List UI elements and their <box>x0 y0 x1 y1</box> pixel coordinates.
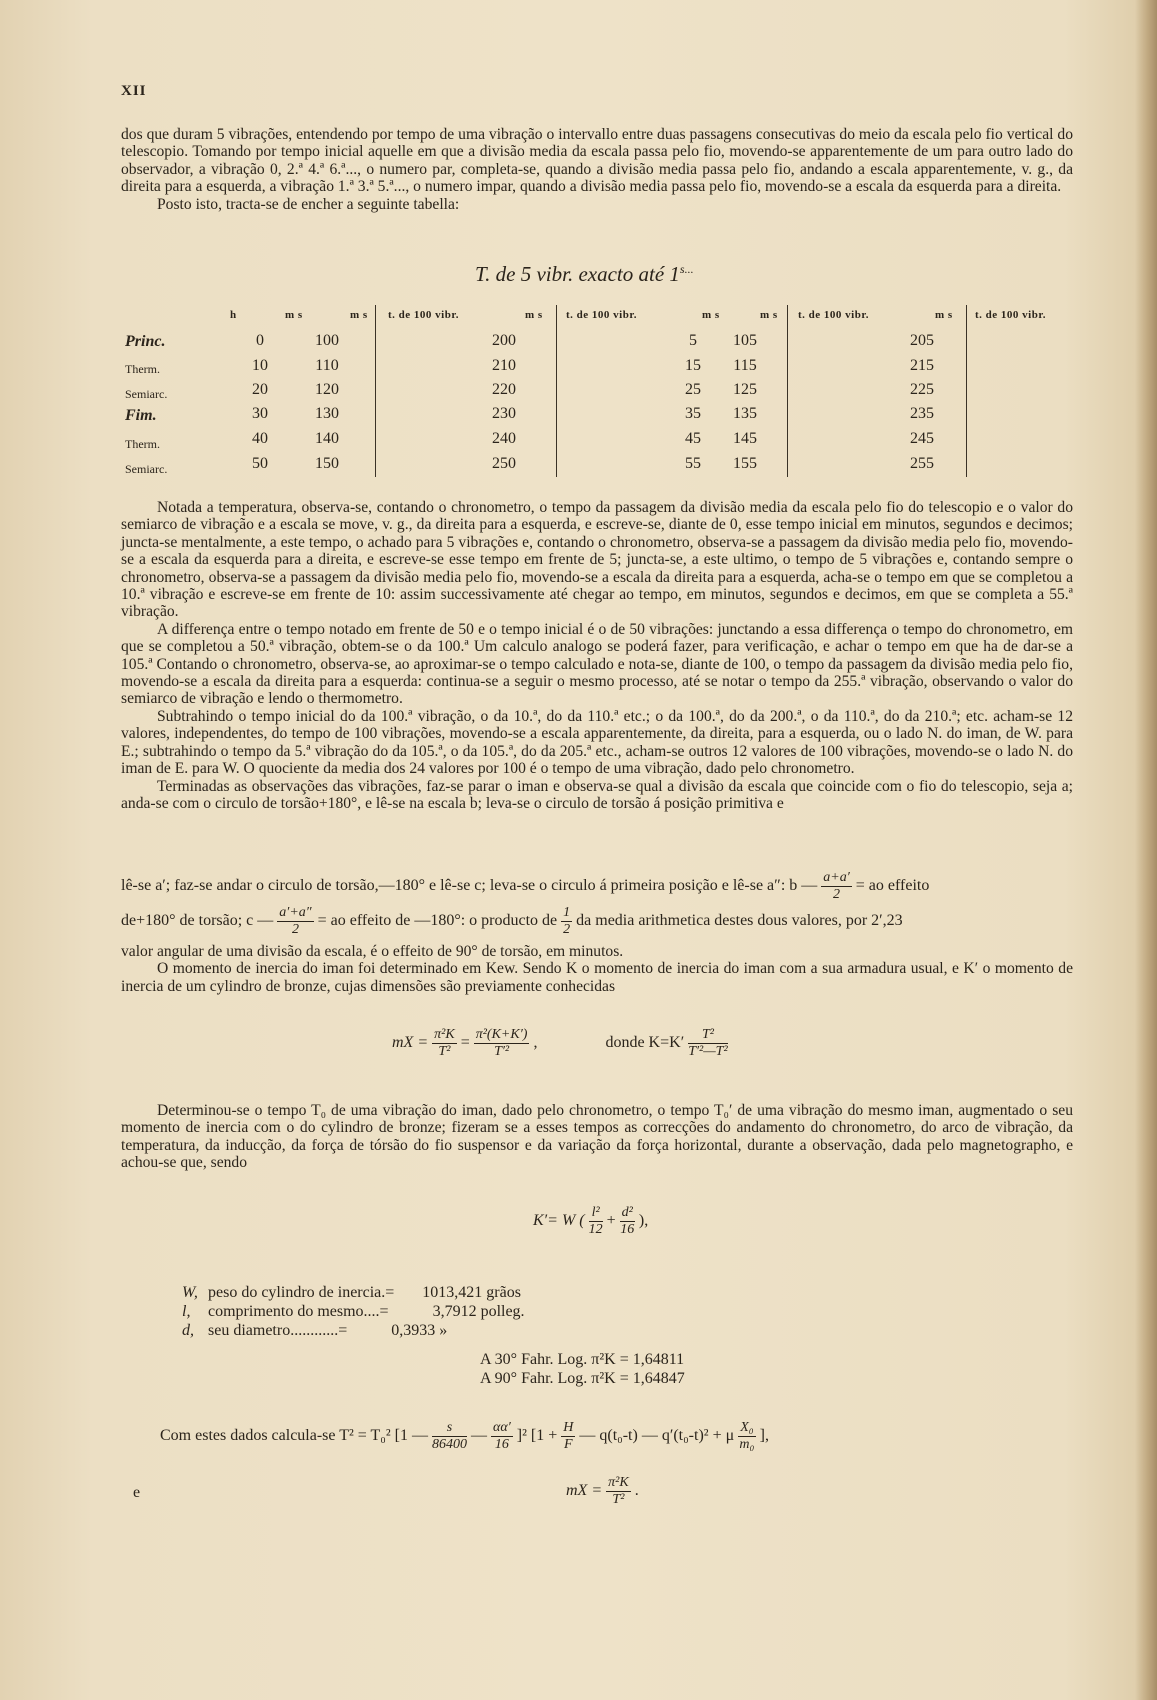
cell: 30 <box>252 405 268 422</box>
formula-text: K′= W ( <box>533 1212 585 1230</box>
fraction <box>688 1027 727 1060</box>
table-rule <box>375 305 376 477</box>
description: peso do cylindro de inercia.= <box>208 1284 395 1301</box>
cell: 240 <box>492 430 516 447</box>
equation-line-2 <box>121 905 1081 938</box>
row-label: Princ. <box>125 333 166 350</box>
denominator: 2 <box>833 887 841 902</box>
numerator: 1 <box>563 905 571 920</box>
table-rule <box>556 305 557 477</box>
numerator: l² <box>589 1205 603 1222</box>
cylinder-data <box>182 1283 525 1340</box>
cell: 140 <box>315 430 339 447</box>
paragraph: Subtrahindo o tempo inicial do da 100.ª vibração, o da 10.ª, do da 110.ª etc.; o da 100.ª, do da 200.ª, o da 110.ª, do da 210.ª; etc. acham-se 12 valores, independentes, do tempo de 100 vibrações, movendo-se a escala apparentemente, da direita, para a esquerda, ou o lado N. do iman, de W. para E.; subtrahindo o tempo da 5.ª vibração do da 105.ª, o da 105.ª, do da 205.ª etc., acham-se outros 12 valores de 100 vibrações, movendo-se o lado N. do iman de E. para W. O quociente da media dos 24 valores por 100 é o tempo de uma vibração, dado pelo chronometro. <box>121 707 1073 778</box>
numerator: T² <box>688 1027 727 1044</box>
row-label: Fim. <box>125 407 157 424</box>
equation-line-1 <box>121 870 1081 903</box>
cell: 225 <box>910 381 934 398</box>
paragraph: O momento de inercia do iman foi determinado em Kew. Sendo K o momento de inercia do iman com a sua armadura usual, e K′ o momento de inercia de um cylindro de bronze, cujas dimensões são previamente conhecidas <box>121 960 1073 995</box>
description: seu diametro............= <box>208 1322 348 1339</box>
log-values <box>480 1350 685 1388</box>
header-t100-4: t. de 100 vibr. <box>975 309 1046 321</box>
formula-text: ], <box>759 1427 769 1445</box>
cell: 245 <box>910 430 934 447</box>
cell: 200 <box>492 332 516 349</box>
variable: d, <box>182 1322 194 1339</box>
variable: l, <box>182 1303 191 1320</box>
fraction <box>738 1420 755 1453</box>
table-rule <box>787 305 788 477</box>
cell: 155 <box>733 455 757 472</box>
cell: 230 <box>492 405 516 422</box>
equation-text: de+180° de torsão; c — <box>121 912 274 930</box>
table-rule <box>966 305 967 477</box>
cell: 120 <box>315 381 339 398</box>
denominator: T′² <box>494 1044 510 1059</box>
body-text-3 <box>121 1102 1073 1172</box>
numerator: a′+a″ <box>279 905 312 920</box>
cell: 20 <box>252 381 268 398</box>
list-item <box>182 1321 525 1340</box>
fraction <box>561 905 572 938</box>
equation-text: = ao effeito <box>855 877 930 895</box>
value: 3,7912 <box>432 1303 477 1320</box>
cell: 0 <box>256 332 264 349</box>
fraction <box>620 1205 635 1238</box>
header-ms-6: m s <box>935 309 953 321</box>
description: comprimento do mesmo....= <box>208 1303 389 1320</box>
formula-text: + <box>606 1212 616 1230</box>
numerator: H <box>563 1420 574 1435</box>
formula-text: donde K=K′ <box>605 1034 685 1052</box>
intro-paragraph: dos que duram 5 vibrações, entendendo por tempo de uma vibração o intervallo entre duas passagens consecutivas do meio da escala pelo fio vertical do telescopio. Tomando por tempo inicial aquelle em que a divisão media da escala passa pelo fio, movendo-se apparentemente de um para outro lado do observador, a vibração 0, 2.ª 4.ª 6.ª..., o numero par, completa-se, quando a divisão media passa pelo fio, andando a escala apparentemente, v. g., da direita para a esquerda, a vibração 1.ª 3.ª 5.ª..., o numero impar, quando a divisão media passa pelo fio, movendo-se a escala da esquerda para a direita. <box>121 126 1073 196</box>
formula-text: mX = <box>392 1034 429 1052</box>
variable: W, <box>182 1284 198 1301</box>
page-number: XII <box>121 83 147 99</box>
row-label: Semiarc. <box>125 462 168 476</box>
log-line: A 90° Fahr. Log. π²K = 1,64847 <box>480 1370 685 1387</box>
header-h: h <box>230 309 237 321</box>
denominator: T′²—T² <box>688 1044 728 1059</box>
formula-mx <box>566 1475 639 1508</box>
cell: 150 <box>315 455 339 472</box>
cell: 15 <box>685 357 701 374</box>
list-item <box>182 1283 525 1302</box>
formula-text: ), <box>638 1212 649 1230</box>
cell: 35 <box>685 405 701 422</box>
body-text <box>121 499 1073 812</box>
cell: 50 <box>252 455 268 472</box>
cell: 125 <box>733 381 757 398</box>
unit: polleg. <box>480 1303 525 1320</box>
cell: 25 <box>685 381 701 398</box>
fraction <box>277 905 313 938</box>
cell: 100 <box>315 332 339 349</box>
intro-text <box>121 126 1073 213</box>
denominator: T² <box>438 1044 451 1059</box>
header-ms-5: m s <box>760 309 778 321</box>
row-label: Therm. <box>125 437 160 451</box>
fraction <box>821 870 852 903</box>
cell: 255 <box>910 455 934 472</box>
cell: 55 <box>685 455 701 472</box>
cell: 45 <box>685 430 701 447</box>
cell: 210 <box>492 357 516 374</box>
numerator: αα′ <box>493 1420 511 1435</box>
value: 0,3933 <box>391 1322 436 1339</box>
cell: 235 <box>910 405 934 422</box>
denominator: 16 <box>620 1222 635 1237</box>
cell: 5 <box>689 332 697 349</box>
cell: 135 <box>733 405 757 422</box>
paragraph: Determinou-se o tempo T₀ de uma vibração do iman, dado pelo chronometro, o tempo T₀′ de uma vibração do mesmo iman, augmentado o seu momento de inercia com o do cylindro de bronze; fizeram se a esses tempos as correcções do andamento do chronometro, do arco de vibração, da temperatura, da inducção, da força de tórsão do fio suspensor e da variação da força horizontal, durante a observação, dada pelo magnetographo, e achou-se que, sendo <box>121 1102 1073 1172</box>
fraction <box>432 1027 457 1060</box>
row-label: Therm. <box>125 362 160 376</box>
equation-text: da media arithmetica destes dous valores, por 2′,23 <box>576 912 903 930</box>
formula-text: = <box>460 1034 470 1052</box>
paragraph: A differença entre o tempo notado em frente de 50 e o tempo inicial é o de 50 vibrações: junctando a essa differença o tempo do chronometro, em que se completou a 50.ª vibração, obtem-se o da 100.ª Um calculo analogo se poderá fazer, para verificação, e achar o tempo em que ha de dar-se a 105.ª Contando o chronometro, observa-se, ao aproximar-se o tempo calculado e nota-se, diante de 100, o tempo da passagem da divisão media pelo fio, movendo-se a escala da direita para a esquerda: continua-se a seguir o mesmo processo, até se notar o tempo da 255.ª vibração, observando o valor do semiarco de vibração e lendo o thermometro. <box>121 620 1073 708</box>
fraction <box>561 1420 575 1453</box>
log-line: A 30° Fahr. Log. π²K = 1,64811 <box>480 1351 685 1368</box>
denominator: F <box>564 1437 573 1452</box>
cell: 105 <box>733 332 757 349</box>
cell: 205 <box>910 332 934 349</box>
header-t100-1: t. de 100 vibr. <box>388 309 459 321</box>
intro-lead: Posto isto, tracta-se de encher a seguinte tabella: <box>157 195 460 213</box>
fraction <box>606 1475 631 1508</box>
denominator: 2 <box>291 922 299 937</box>
numerator: π²K <box>434 1027 455 1042</box>
cell: 250 <box>492 455 516 472</box>
table-title <box>475 262 694 287</box>
header-ms-1: m s <box>285 309 303 321</box>
cell: 110 <box>315 357 339 374</box>
value: 1013,421 <box>422 1284 483 1301</box>
formula-text: — q(t₀-t) — q′(t₀-t)² + μ <box>579 1427 735 1445</box>
numerator: d² <box>621 1205 633 1220</box>
denominator: 12 <box>588 1222 603 1237</box>
list-item <box>182 1302 525 1321</box>
numerator: s <box>432 1420 467 1437</box>
cell: 215 <box>910 357 934 374</box>
denominator: 16 <box>494 1437 509 1452</box>
denominator: m₀ <box>739 1437 755 1452</box>
formula-text: Com estes dados calcula-se T² = T₀² [1 — <box>160 1427 428 1445</box>
paragraph: Terminadas as observações das vibrações, faz-se parar o iman e observa-se qual a divisão da escala que coincide com o fio do telescopio, seja a; anda-se com o circulo de torsão+180°, e lê-se na escala b; leva-se o circulo de torsão á posição primitiva e <box>121 777 1073 812</box>
fraction <box>432 1420 467 1453</box>
cell: 115 <box>733 357 757 374</box>
fraction <box>491 1420 513 1453</box>
cell: 10 <box>252 357 268 374</box>
cell: 130 <box>315 405 339 422</box>
formula-inertia <box>392 1027 728 1060</box>
denominator: 86400 <box>432 1437 467 1452</box>
equation-text: lê-se a′; faz-se andar o circulo de torsão,—180° e lê-se c; leva-se o circulo á primeira posição e lê-se a″: b — <box>121 877 818 895</box>
table-title-main: T. de 5 vibr. exacto até 1 <box>475 262 680 286</box>
table-title-suffix: s... <box>679 262 694 276</box>
equation-text: = ao effeito de —180°: o producto de <box>317 912 558 930</box>
numerator: π²(K+K′) <box>475 1027 528 1042</box>
unit: » <box>439 1322 448 1339</box>
final-e: e <box>133 1484 141 1501</box>
numerator: a+a′ <box>823 870 850 885</box>
formula-period <box>160 1420 769 1453</box>
header-t100-3: t. de 100 vibr. <box>798 309 869 321</box>
formula-text: , <box>533 1034 538 1052</box>
unit: grãos <box>486 1284 521 1301</box>
formula-text: — <box>471 1427 487 1445</box>
paragraph: valor angular de uma divisão da escala, é o effeito de 90° de torsão, em minutos. <box>121 943 624 960</box>
fraction <box>589 1205 603 1238</box>
formula-text: ]² [1 + <box>516 1427 558 1445</box>
denominator: T² <box>612 1492 625 1507</box>
body-text-2 <box>121 943 1073 995</box>
numerator: π²K <box>608 1475 629 1490</box>
paragraph: Notada a temperatura, observa-se, contando o chronometro, o tempo da passagem da divisão media da escala pelo fio do telescopio e o valor do semiarco de vibração e a escala se move, v. g., da direita para a esquerda, e escreve-se, diante de 0, esse tempo inicial em minutos, segundos e decimos; juncta-se mentalmente, a este tempo, o achado para 5 vibrações e, contando o chronometro, observa-se a passagem da divisão media pelo fio, movendo-se a escala da esquerda para a direita, e escreve-se esse tempo em frente de 5; juncta-se, a este ultimo, o tempo de 5 vibrações e, contando sempre o chronometro, observa-se a passagem da divisão media pelo fio, movendo-se a escala da direita para a esquerda, acha-se o tempo em que se completou a 10.ª vibração e escreve-se em frente de 10: assim successivamente até chegar ao tempo, em minutos, segundos e decimos, em que se completa a 55.ª vibração. <box>121 499 1073 621</box>
cell: 220 <box>492 381 516 398</box>
header-ms-3: m s <box>525 309 543 321</box>
row-label: Semiarc. <box>125 387 168 401</box>
formula-text: mX = <box>566 1482 603 1500</box>
page-edge <box>1135 0 1157 1700</box>
formula-text: . <box>634 1482 639 1500</box>
denominator: 2 <box>563 922 571 937</box>
numerator: X₀ <box>740 1420 754 1435</box>
cell: 40 <box>252 430 268 447</box>
cell: 145 <box>733 430 757 447</box>
header-ms-2: m s <box>350 309 368 321</box>
fraction <box>474 1027 530 1060</box>
header-ms-4: m s <box>702 309 720 321</box>
formula-cylinder <box>533 1205 648 1238</box>
header-t100-2: t. de 100 vibr. <box>566 309 637 321</box>
